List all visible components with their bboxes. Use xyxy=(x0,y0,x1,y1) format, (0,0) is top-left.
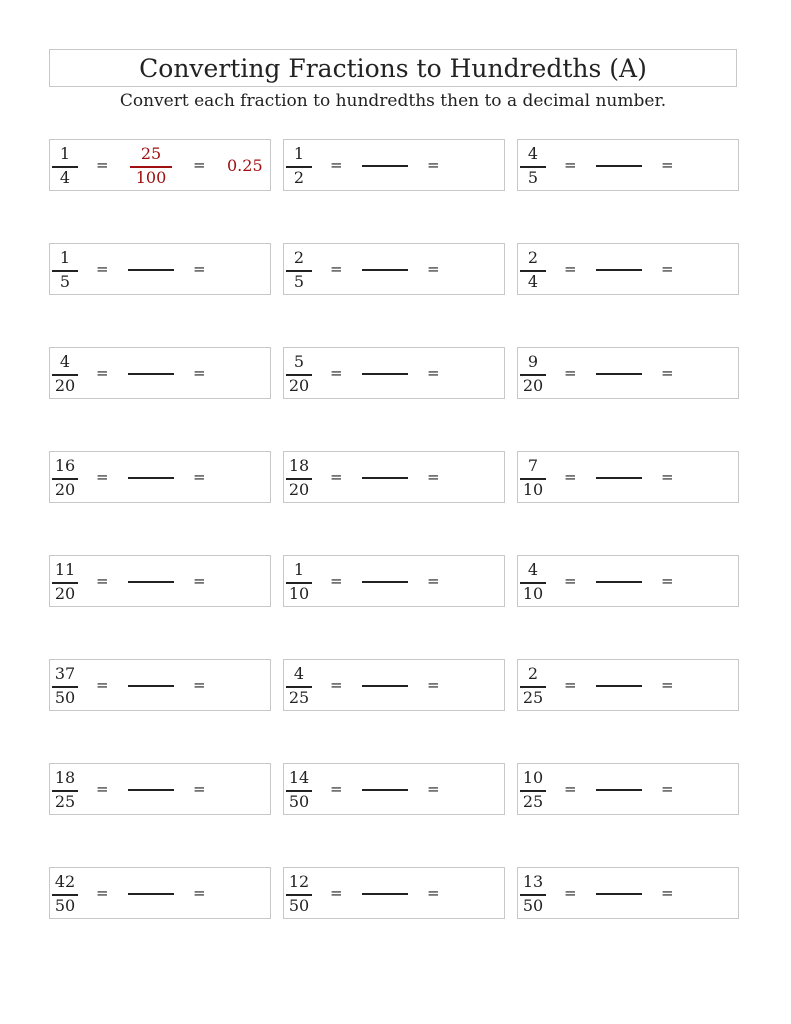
equals-sign: = xyxy=(193,468,206,486)
numerator: 4 xyxy=(293,664,305,683)
equals-sign: = xyxy=(96,676,109,694)
problem-box xyxy=(283,555,505,607)
denominator: 10 xyxy=(288,584,310,603)
answer-blank[interactable] xyxy=(128,685,174,687)
numerator: 4 xyxy=(527,144,539,163)
problem-box xyxy=(283,451,505,503)
equals-sign: = xyxy=(330,468,343,486)
equals-sign: = xyxy=(96,884,109,902)
problem-row xyxy=(49,139,739,243)
problem-box xyxy=(517,555,739,607)
equals-sign: = xyxy=(96,572,109,590)
equals-sign: = xyxy=(330,572,343,590)
fraction xyxy=(50,142,80,188)
equals-sign: = xyxy=(564,676,577,694)
numerator: 18 xyxy=(54,768,76,787)
equals-sign: = xyxy=(193,156,206,174)
equals-sign: = xyxy=(564,572,577,590)
fraction xyxy=(284,870,314,916)
answer-blank[interactable] xyxy=(362,685,408,687)
equals-sign: = xyxy=(564,364,577,382)
numerator: 7 xyxy=(527,456,539,475)
denominator: 20 xyxy=(54,584,76,603)
problem-box xyxy=(517,867,739,919)
answer-blank[interactable] xyxy=(596,581,642,583)
answer-blank[interactable] xyxy=(362,789,408,791)
equals-sign: = xyxy=(427,260,440,278)
numerator: 4 xyxy=(59,352,71,371)
fraction xyxy=(50,350,80,396)
equals-sign: = xyxy=(564,468,577,486)
problem-box xyxy=(49,347,271,399)
answer-blank[interactable] xyxy=(596,165,642,167)
numerator: 5 xyxy=(293,352,305,371)
problem-row xyxy=(49,659,739,763)
numerator: 42 xyxy=(54,872,76,891)
numerator: 2 xyxy=(527,664,539,683)
equals-sign: = xyxy=(330,676,343,694)
problem-box xyxy=(49,867,271,919)
equals-sign: = xyxy=(427,572,440,590)
problem-box xyxy=(517,139,739,191)
hundredths-fraction xyxy=(124,142,178,188)
example-problem xyxy=(49,139,271,191)
fraction xyxy=(50,662,80,708)
fraction xyxy=(518,142,548,188)
denominator: 50 xyxy=(288,896,310,915)
fraction xyxy=(518,454,548,500)
equals-sign: = xyxy=(661,156,674,174)
numerator: 1 xyxy=(59,144,71,163)
answer-blank[interactable] xyxy=(596,269,642,271)
equals-sign: = xyxy=(661,884,674,902)
equals-sign: = xyxy=(427,676,440,694)
problem-box xyxy=(283,867,505,919)
problem-box xyxy=(517,763,739,815)
answer-blank[interactable] xyxy=(596,477,642,479)
numerator: 1 xyxy=(59,248,71,267)
numerator: 12 xyxy=(288,872,310,891)
answer-blank[interactable] xyxy=(128,789,174,791)
equals-sign: = xyxy=(193,572,206,590)
equals-sign: = xyxy=(96,156,109,174)
equals-sign: = xyxy=(193,884,206,902)
denominator: 2 xyxy=(293,168,305,187)
denominator: 20 xyxy=(54,376,76,395)
problem-box xyxy=(49,763,271,815)
denominator: 5 xyxy=(293,272,305,291)
equals-sign: = xyxy=(193,780,206,798)
equals-sign: = xyxy=(661,364,674,382)
numerator: 9 xyxy=(527,352,539,371)
problem-box xyxy=(517,451,739,503)
fraction xyxy=(518,870,548,916)
problem-box xyxy=(517,659,739,711)
fraction xyxy=(50,870,80,916)
problem-box xyxy=(517,347,739,399)
problem-box xyxy=(49,451,271,503)
equals-sign: = xyxy=(193,676,206,694)
equals-sign: = xyxy=(427,468,440,486)
equals-sign: = xyxy=(661,260,674,278)
fraction xyxy=(50,558,80,604)
problem-box xyxy=(283,347,505,399)
fraction xyxy=(284,662,314,708)
denominator: 20 xyxy=(522,376,544,395)
equals-sign: = xyxy=(96,364,109,382)
equals-sign: = xyxy=(564,780,577,798)
answer-blank[interactable] xyxy=(596,685,642,687)
problem-row xyxy=(49,867,739,971)
equals-sign: = xyxy=(661,780,674,798)
problem-row xyxy=(49,243,739,347)
denominator: 25 xyxy=(288,688,310,707)
problem-row xyxy=(49,763,739,867)
problem-row xyxy=(49,347,739,451)
equals-sign: = xyxy=(193,260,206,278)
denominator: 10 xyxy=(522,584,544,603)
equals-sign: = xyxy=(661,572,674,590)
equals-sign: = xyxy=(96,780,109,798)
fraction xyxy=(518,246,548,292)
fraction xyxy=(50,766,80,812)
equals-sign: = xyxy=(564,884,577,902)
hundredths-numerator: 25 xyxy=(140,144,162,163)
denominator: 25 xyxy=(54,792,76,811)
fraction xyxy=(284,766,314,812)
equals-sign: = xyxy=(564,260,577,278)
equals-sign: = xyxy=(427,780,440,798)
answer-blank[interactable] xyxy=(128,373,174,375)
problem-row xyxy=(49,555,739,659)
denominator: 50 xyxy=(54,688,76,707)
denominator: 25 xyxy=(522,688,544,707)
numerator: 11 xyxy=(54,560,76,579)
answer-blank[interactable] xyxy=(362,581,408,583)
numerator: 37 xyxy=(54,664,76,683)
denominator: 10 xyxy=(522,480,544,499)
problem-box xyxy=(517,243,739,295)
denominator: 25 xyxy=(522,792,544,811)
denominator: 4 xyxy=(527,272,539,291)
numerator: 14 xyxy=(288,768,310,787)
numerator: 2 xyxy=(527,248,539,267)
fraction xyxy=(284,454,314,500)
fraction xyxy=(518,558,548,604)
problem-grid xyxy=(49,139,739,971)
numerator: 13 xyxy=(522,872,544,891)
answer-blank[interactable] xyxy=(128,893,174,895)
denominator: 50 xyxy=(288,792,310,811)
equals-sign: = xyxy=(96,260,109,278)
answer-blank[interactable] xyxy=(596,373,642,375)
answer-blank[interactable] xyxy=(362,269,408,271)
numerator: 1 xyxy=(293,144,305,163)
page-title: Converting Fractions to Hundredths (A) xyxy=(49,49,737,87)
answer-blank[interactable] xyxy=(362,373,408,375)
problem-box xyxy=(49,555,271,607)
answer-blank[interactable] xyxy=(128,581,174,583)
equals-sign: = xyxy=(193,364,206,382)
problem-box xyxy=(283,243,505,295)
answer-blank[interactable] xyxy=(128,269,174,271)
answer-blank[interactable] xyxy=(128,477,174,479)
fraction xyxy=(50,246,80,292)
fraction xyxy=(518,766,548,812)
numerator: 2 xyxy=(293,248,305,267)
problem-row xyxy=(49,451,739,555)
problem-box xyxy=(283,763,505,815)
problem-box xyxy=(49,659,271,711)
problem-box xyxy=(283,659,505,711)
numerator: 18 xyxy=(288,456,310,475)
denominator: 5 xyxy=(59,272,71,291)
answer-blank[interactable] xyxy=(596,893,642,895)
equals-sign: = xyxy=(330,260,343,278)
fraction xyxy=(284,142,314,188)
denominator: 50 xyxy=(522,896,544,915)
denominator: 50 xyxy=(54,896,76,915)
denominator: 5 xyxy=(527,168,539,187)
equals-sign: = xyxy=(330,364,343,382)
equals-sign: = xyxy=(564,156,577,174)
fraction xyxy=(284,558,314,604)
answer-blank[interactable] xyxy=(362,165,408,167)
equals-sign: = xyxy=(427,364,440,382)
equals-sign: = xyxy=(330,156,343,174)
answer-blank[interactable] xyxy=(596,789,642,791)
equals-sign: = xyxy=(330,780,343,798)
numerator: 1 xyxy=(293,560,305,579)
instructions: Convert each fraction to hundredths then to a decimal number. xyxy=(119,91,667,111)
answer-blank[interactable] xyxy=(362,477,408,479)
fraction xyxy=(518,662,548,708)
fraction xyxy=(284,246,314,292)
fraction xyxy=(284,350,314,396)
equals-sign: = xyxy=(427,156,440,174)
equals-sign: = xyxy=(661,676,674,694)
fraction xyxy=(50,454,80,500)
numerator: 16 xyxy=(54,456,76,475)
equals-sign: = xyxy=(427,884,440,902)
equals-sign: = xyxy=(96,468,109,486)
denominator: 4 xyxy=(59,168,71,187)
denominator: 20 xyxy=(288,480,310,499)
numerator: 10 xyxy=(522,768,544,787)
decimal-answer: 0.25 xyxy=(227,156,263,175)
denominator: 20 xyxy=(54,480,76,499)
answer-blank[interactable] xyxy=(362,893,408,895)
equals-sign: = xyxy=(330,884,343,902)
problem-box xyxy=(283,139,505,191)
numerator: 4 xyxy=(527,560,539,579)
problem-box xyxy=(49,243,271,295)
fraction xyxy=(518,350,548,396)
hundredths-denominator: 100 xyxy=(135,168,167,187)
denominator: 20 xyxy=(288,376,310,395)
equals-sign: = xyxy=(661,468,674,486)
